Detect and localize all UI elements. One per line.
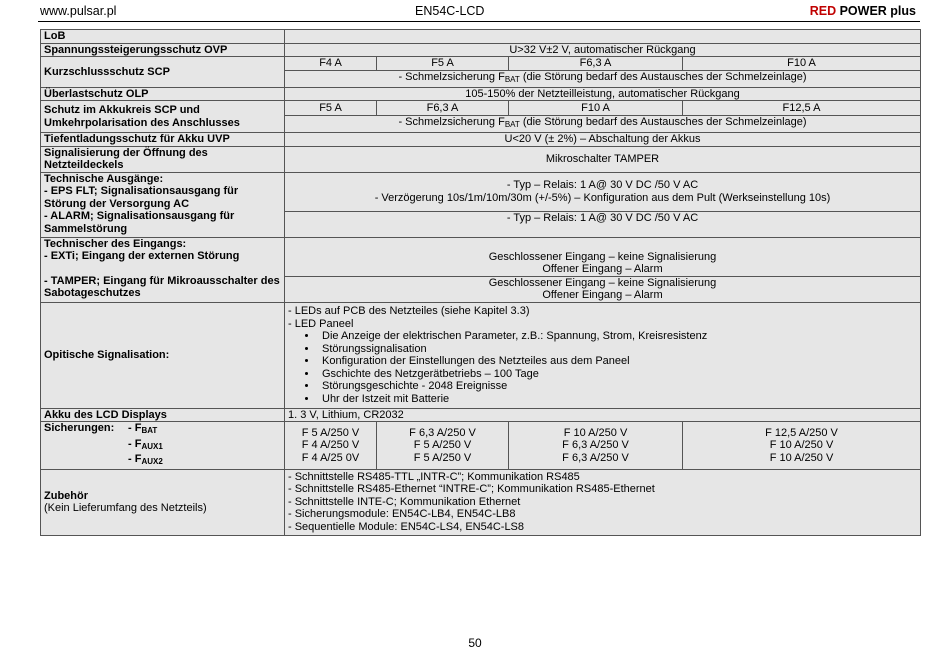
inputs-label-exti: - EXTi; Eingang der externen Störung — [44, 250, 240, 262]
fuses-title: Sicherungen: — [44, 422, 115, 434]
fuse-name-pre: - F — [128, 453, 142, 465]
eps-line: - Typ – Relais: 1 A@ 30 V DC /50 V AC — [506, 179, 699, 191]
fuse-name-pre: - F — [128, 422, 142, 434]
inputs-label-title: Technischer des Eingangs: — [44, 237, 187, 250]
table-row — [41, 87, 921, 101]
outputs-label-title: Technische Ausgänge: — [44, 172, 164, 185]
fuse-label-line — [44, 453, 281, 469]
table-row — [41, 237, 921, 276]
fuse-name-sub: BAT — [141, 426, 158, 435]
row-label-optic: Opitische Signalisation: — [41, 302, 285, 408]
fuse-value: F 10 A/250 V — [563, 426, 628, 439]
row-value-uvp: U<20 V (± 2%) – Abschaltung der Akkus — [285, 133, 921, 147]
row-value-tamper: Mikroschalter TAMPER — [285, 146, 921, 172]
list-item: • Die Anzeige der elektrischen Parameter, z.B.: Spannung, Strom, Kreisresistenz — [318, 330, 917, 343]
fuse-value: F 5 A/250 V — [413, 439, 472, 451]
fuse-value: F 4 A/250 V — [301, 439, 360, 451]
accessory-line: - Sequentielle Module: EN54C-LS4, EN54C-LS8 — [288, 520, 525, 533]
fuse-name-pre: - F — [128, 437, 142, 450]
row-value-olp: 105-150% der Netzteilleistung, automatischer Rückgang — [285, 87, 921, 101]
fuse-col — [683, 422, 921, 470]
fuse-label-line — [44, 438, 281, 454]
fuse-col — [377, 422, 509, 470]
list-item: • Konfiguration der Einstellungen des Netzteiles aus dem Paneel — [318, 355, 917, 368]
tamper-in-line: Offener Eingang – Alarm — [542, 289, 663, 301]
row-label-inputs — [41, 237, 285, 302]
table-row — [41, 422, 921, 470]
outputs-label-eps: - EPS FLT; Signalisationsausgang für Störung der Versorgung AC — [44, 185, 239, 210]
fuse-name-sub: AUX1 — [141, 441, 163, 451]
akku-note-post: (die Störung bedarf des Austausches der Schmelzeinlage) — [519, 116, 807, 129]
fuse-value: F 5 A/250 V — [413, 451, 472, 464]
accessory-line: - Schnittstelle RS485-TTL „INTR-C”; Kommunikation RS485 — [288, 470, 580, 483]
fuse-value: F 6,3 A/250 V — [562, 439, 629, 451]
akku-note-sub: BAT — [504, 120, 520, 130]
row-label-ovp: Spannungssteigerungsschutz OVP — [41, 43, 285, 57]
row-label-fuses — [41, 422, 285, 470]
row-value-ovp: U>32 V±2 V, automatischer Rückgang — [285, 43, 921, 57]
exti-line: Offener Eingang – Alarm — [542, 263, 663, 275]
exti-line: Geschlossener Eingang – keine Signalisierung — [488, 250, 717, 263]
scp-note — [285, 71, 921, 88]
row-label-uvp: Tiefentladungsschutz für Akku UVP — [41, 133, 285, 147]
fuse-value: F 10 A/250 V — [769, 439, 834, 451]
accessories-title: Zubehör — [44, 489, 88, 502]
scp-fuse-cell: F5 A — [377, 57, 509, 71]
accessory-line: - Schnittstelle RS485-Ethernet “INTRE-C”; Kommunikation RS485-Ethernet — [288, 483, 655, 496]
accessories-subtitle: (Kein Lieferumfang des Netzteils) — [44, 502, 207, 514]
fuse-name-sub: AUX2 — [141, 457, 163, 466]
row-value-optic — [285, 302, 921, 408]
akku-note — [285, 116, 921, 133]
row-label-olp: Überlastschutz OLP — [41, 87, 285, 101]
fuse-label-line — [44, 422, 281, 438]
optic-line: - LED Paneel — [288, 317, 354, 330]
fuse-value: F 10 A/250 V — [769, 451, 834, 464]
table-row — [41, 408, 921, 422]
row-label-accessories — [41, 469, 285, 535]
fuse-value: F 12,5 A/250 V — [765, 426, 838, 439]
table-row — [41, 57, 921, 71]
fuse-value: F 5 A/250 V — [301, 426, 360, 439]
fuse-value: F 6,3 A/250 V — [562, 451, 629, 464]
row-label-lob: LoB — [41, 30, 285, 44]
table-row — [41, 43, 921, 57]
scp-fuse-cell: F10 A — [683, 57, 921, 71]
header-brand-red: RED — [809, 4, 837, 18]
list-item: • Störungssignalisation — [318, 343, 917, 356]
optic-line: - LEDs auf PCB des Netzteiles (siehe Kapitel 3.3) — [288, 305, 530, 317]
row-value-empty — [285, 30, 921, 44]
header-brand — [810, 4, 916, 18]
scp-fuse-cell: F4 A — [285, 57, 377, 71]
row-value-exti — [285, 237, 921, 276]
list-item: • Störungsgeschichte - 2048 Ereignisse — [318, 380, 917, 393]
row-label-scp: Kurzschlussschutz SCP — [41, 57, 285, 88]
scp-note-post: (die Störung bedarf des Austausches der Schmelzeinlage) — [519, 71, 807, 83]
inputs-label-tamper: - TAMPER; Eingang für Mikroausschalter des Sabotageschutzes — [44, 274, 280, 299]
header-rule — [38, 21, 920, 22]
table-row — [41, 30, 921, 44]
akku-fuse-cell: F5 A — [285, 101, 377, 116]
row-value-accessories — [285, 469, 921, 535]
scp-note-pre: - Schmelzsicherung F — [398, 71, 505, 83]
akku-fuse-cell: F10 A — [509, 101, 683, 116]
row-label-lcd-akku: Akku des LCD Displays — [41, 408, 285, 422]
table-row — [41, 101, 921, 116]
fuse-value: F 6,3 A/250 V — [409, 426, 476, 439]
row-label-tamper: Signalisierung der Öffnung des Netzteildeckels — [41, 146, 285, 172]
list-item: • Uhr der Istzeit mit Batterie — [318, 393, 917, 406]
fuse-col — [285, 422, 377, 470]
akku-fuse-cell: F6,3 A — [377, 101, 509, 116]
row-label-akku: Schutz im Akkukreis SCP und Umkehrpolarisation des Anschlusses — [41, 101, 285, 133]
list-item: • Gschichte des Netzgerätbetriebs – 100 Tage — [318, 368, 917, 381]
scp-note-sub: BAT — [504, 75, 520, 84]
row-value-tamper-input — [285, 276, 921, 302]
table-row — [41, 146, 921, 172]
optic-bullet-list — [288, 330, 917, 405]
scp-fuse-cell: F6,3 A — [509, 57, 683, 71]
table-row — [41, 172, 921, 211]
row-label-outputs — [41, 172, 285, 237]
row-value-lcd-akku: 1. 3 V, Lithium, CR2032 — [285, 408, 921, 422]
fuse-value: F 4 A/25 0V — [301, 451, 360, 464]
fuse-col — [509, 422, 683, 470]
eps-line: - Verzögerung 10s/1m/10m/30m (+/-5%) – Konfiguration aus dem Pult (Werkseinstellung 10s) — [374, 191, 831, 204]
header-brand-rest: POWER plus — [836, 4, 916, 18]
table-row — [41, 302, 921, 408]
row-value-eps — [285, 172, 921, 211]
akku-note-pre: - Schmelzsicherung F — [398, 116, 505, 129]
page-number: 50 — [468, 636, 482, 650]
table-row — [41, 469, 921, 535]
accessory-line: - Schnittstelle INTE-C; Kommunikation Ethernet — [288, 495, 521, 508]
outputs-label-alarm: - ALARM; Signalisationsausgang für Sammelstörung — [44, 210, 235, 235]
row-value-alarm: - Typ – Relais: 1 A@ 30 V DC /50 V AC — [285, 211, 921, 237]
header-model: EN54C-LCD — [415, 4, 485, 18]
spec-table — [40, 29, 921, 536]
header-website: www.pulsar.pl — [40, 4, 117, 18]
table-row — [41, 133, 921, 147]
tamper-in-line: Geschlossener Eingang – keine Signalisierung — [488, 276, 717, 289]
accessory-line: - Sicherungsmodule: EN54C-LB4, EN54C-LB8 — [288, 508, 516, 521]
akku-fuse-cell: F12,5 A — [683, 101, 921, 116]
